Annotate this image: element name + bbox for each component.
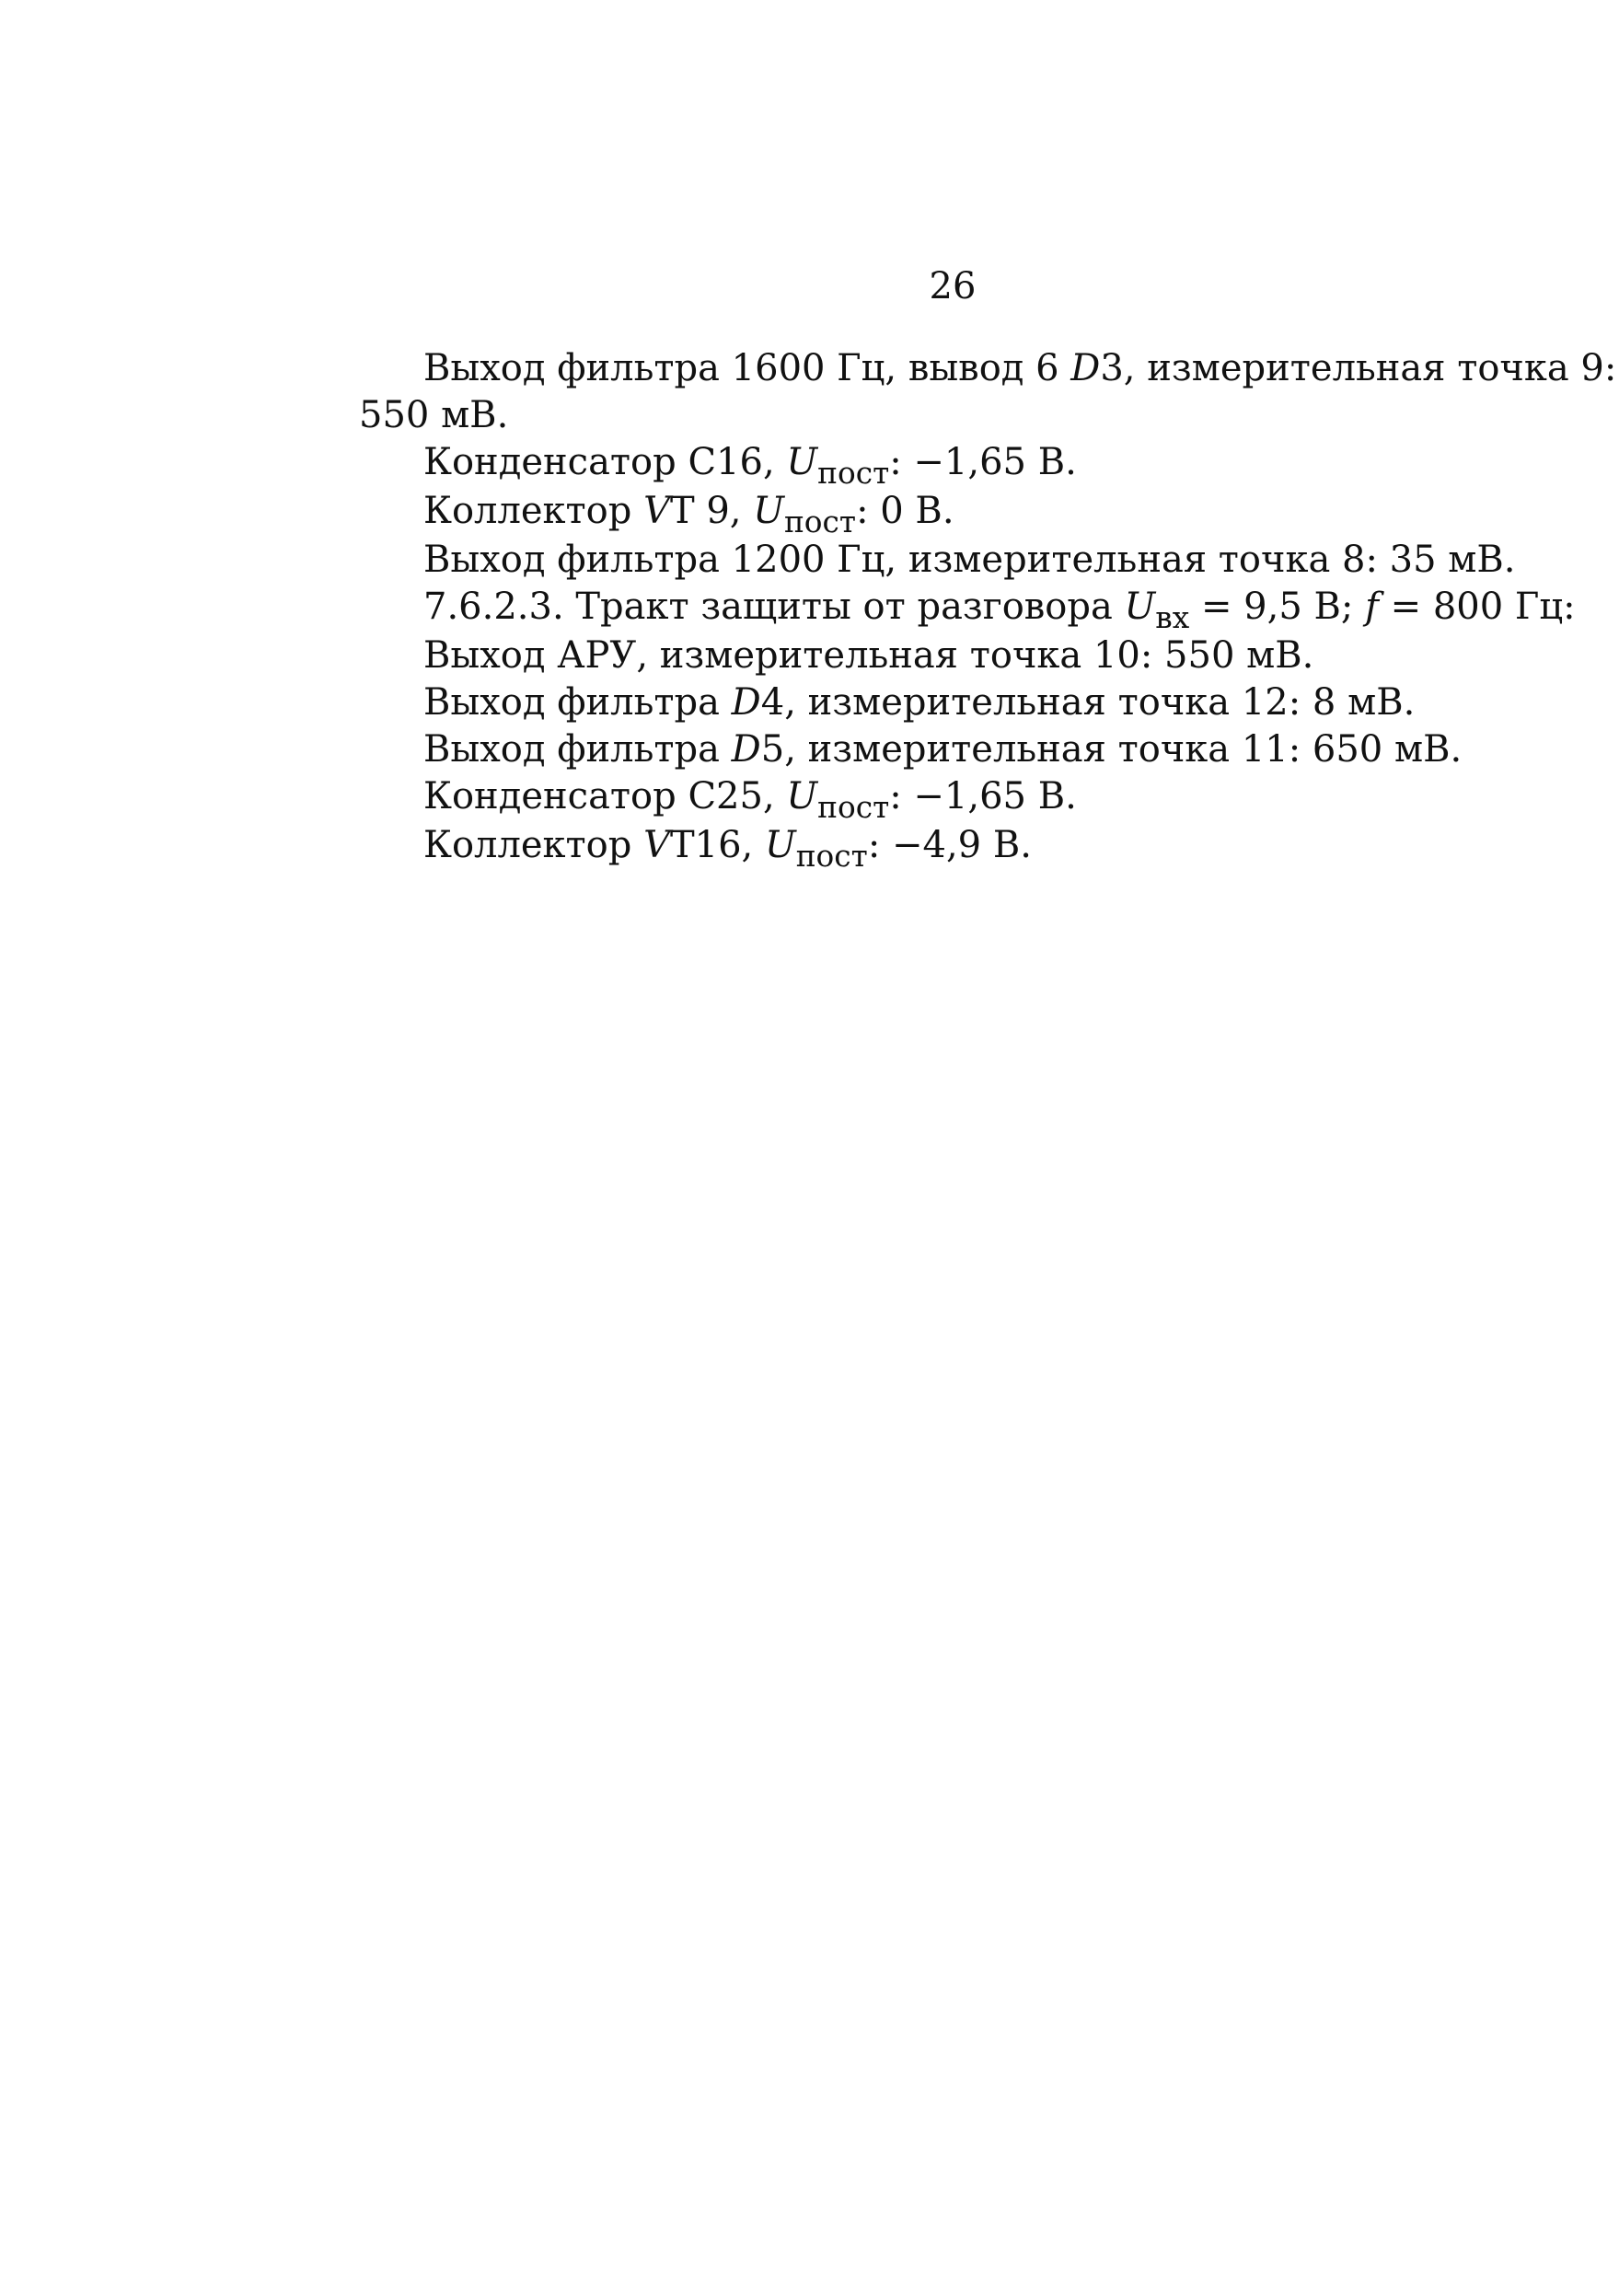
text-run: : 0 В. xyxy=(856,490,954,532)
paragraph-filter-1600 xyxy=(359,345,1617,392)
paragraph-section-7-6-2-3 xyxy=(359,584,1583,636)
page-number: 26 xyxy=(929,265,977,307)
component-ref: D xyxy=(731,681,761,724)
paragraph-capacitor-c16 xyxy=(359,439,1583,492)
text-run: 5, измерительная точка 11: 650 мВ. xyxy=(760,728,1463,771)
text-run: Коллектор xyxy=(423,824,644,866)
paragraph-capacitor-c25 xyxy=(359,773,1583,826)
text-run: Выход фильтра xyxy=(423,728,732,771)
text-run: Коллектор xyxy=(423,490,644,532)
text-run: : −4,9 В. xyxy=(867,824,1032,866)
text-run: = 800 Гц: xyxy=(1378,586,1576,628)
paragraph-filter-d4 xyxy=(359,679,1583,726)
text-run: T 9, xyxy=(669,490,754,532)
text-run: : −1,65 В. xyxy=(889,441,1077,483)
text-run: Выход фильтра 1600 Гц, вывод 6 xyxy=(423,347,1071,389)
text-run: 7.6.2.3. Тракт защиты от разговора xyxy=(423,586,1125,628)
text-run: Конденсатор С16, xyxy=(423,441,787,483)
paragraph-filter-1600-continued xyxy=(359,392,1583,439)
subscript: пост xyxy=(795,839,868,875)
text-run: Выход фильтра 1200 Гц, измерительная точка 8: 35 мВ. xyxy=(423,539,1516,581)
component-ref: D xyxy=(1070,347,1101,389)
text-run: 3, измерительная точка 9: xyxy=(1100,347,1617,389)
text-run: T16, xyxy=(669,824,765,866)
variable-u: U xyxy=(764,824,796,866)
paragraph-collector-vt16 xyxy=(359,822,1583,875)
variable-u: U xyxy=(786,441,818,483)
component-ref: V xyxy=(643,490,670,532)
document-body xyxy=(359,345,1617,875)
paragraph-filter-d5 xyxy=(359,726,1583,773)
variable-u: U xyxy=(753,490,784,532)
text-run: 4, измерительная точка 12: 8 мВ. xyxy=(760,681,1416,724)
paragraph-filter-1200 xyxy=(359,537,1583,584)
subscript: пост xyxy=(783,504,857,540)
text-run: 550 мВ. xyxy=(359,394,509,436)
text-run: : −1,65 В. xyxy=(889,775,1077,818)
paragraph-agc-output xyxy=(359,632,1583,679)
subscript: пост xyxy=(817,456,890,492)
subscript: пост xyxy=(817,790,890,826)
component-ref: D xyxy=(731,728,761,771)
variable-u: U xyxy=(1124,586,1156,628)
text-run: Выход фильтра xyxy=(423,681,732,724)
component-ref: V xyxy=(643,824,670,866)
variable-f: f xyxy=(1365,586,1379,628)
text-run: Конденсатор С25, xyxy=(423,775,787,818)
text-run: = 9,5 В; xyxy=(1189,586,1366,628)
variable-u: U xyxy=(786,775,818,818)
text-run: Выход АРУ, измерительная точка 10: 550 мВ. xyxy=(423,634,1314,677)
subscript: вх xyxy=(1155,600,1190,636)
paragraph-collector-vt9 xyxy=(359,488,1583,540)
